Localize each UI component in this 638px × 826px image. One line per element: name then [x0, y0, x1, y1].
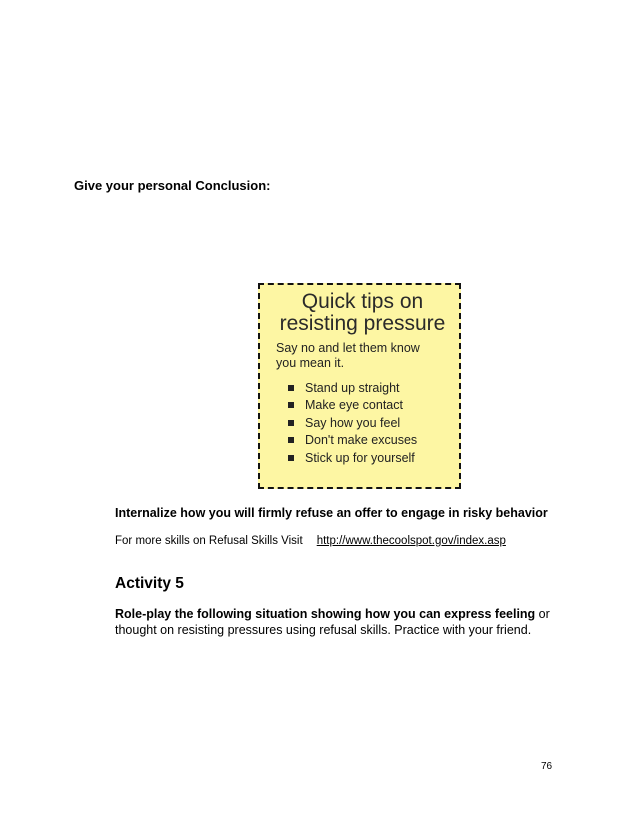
tip-text: Don't make excuses: [305, 433, 418, 448]
square-bullet-icon: [288, 402, 294, 408]
roleplay-rest-text: or thought on resisting pressures using refusal skills. Practice with your friend.: [115, 607, 550, 637]
quick-tips-image: [258, 283, 461, 489]
activity-heading: Activity 5: [115, 575, 184, 592]
tip-item: [288, 449, 417, 467]
roleplay-instruction: [115, 606, 575, 638]
tip-text: Make eye contact: [305, 398, 403, 413]
tip-text: Say how you feel: [305, 415, 401, 430]
tip-item: [288, 432, 417, 450]
conclusion-prompt: Give your personal Conclusion:: [74, 178, 271, 193]
internalize-instruction: Internalize how you will firmly refuse an offer to engage in risky behavior: [115, 506, 548, 520]
tip-card-subtitle-line1: Say no and let them know: [276, 341, 420, 355]
tip-text: Stick up for yourself: [305, 450, 415, 465]
page-number: 76: [541, 761, 553, 772]
tip-card-subtitle-line2: you mean it.: [276, 356, 345, 370]
tip-card-title-line1: Quick tips on: [301, 290, 424, 313]
roleplay-bold-text: Role-play the following situation showing how you can express feeling: [115, 607, 536, 621]
tip-card-subtitle: [276, 341, 451, 371]
square-bullet-icon: [288, 455, 294, 461]
square-bullet-icon: [288, 385, 294, 391]
tip-card-title-line2: resisting pressure: [279, 312, 446, 335]
tip-item: [288, 379, 417, 397]
tip-item: [288, 414, 417, 432]
refusal-skills-link[interactable]: http://www.thecoolspot.gov/index.asp: [316, 535, 506, 547]
square-bullet-icon: [288, 420, 294, 426]
square-bullet-icon: [288, 437, 294, 443]
more-skills-line: [115, 535, 506, 547]
tip-card-title: [270, 291, 455, 335]
tip-list: [288, 379, 417, 467]
tip-text: Stand up straight: [305, 380, 400, 395]
tip-item: [288, 397, 417, 415]
more-skills-label: For more skills on Refusal Skills Visit: [115, 535, 303, 547]
